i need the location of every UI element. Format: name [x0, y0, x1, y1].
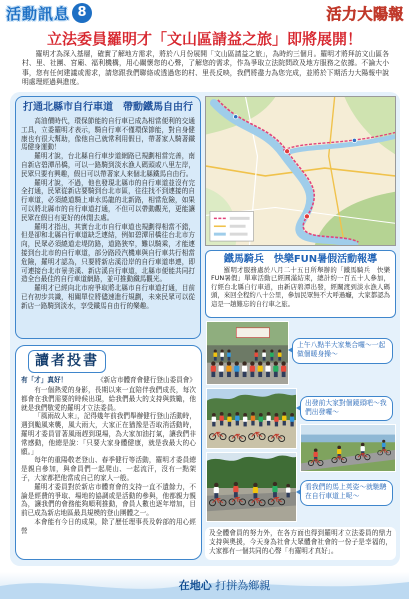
- photo-group-before-start: [206, 388, 297, 449]
- letter-paragraph: 羅明才委員對於新店市體育會的支持一直不遺餘力，不論是經費的爭取、場地的協調或是活動的參與，他都親力親為，讓我們的會務能夠順利推動，會員人數也逐年增加，目前已成為新店地區最具規模的登山團體之一。: [21, 482, 196, 518]
- bike-lane-article-body: [21, 117, 195, 311]
- event-report-title: 鐵馬騎兵 快樂FUN暑假活動報導: [223, 254, 378, 265]
- page-number: 8: [72, 3, 92, 23]
- intro-paragraph: 羅明才為深入基層，確實了解地方需求，將於八月份展開「文山區請益之旅」，為時約三個月。羅明才將拜訪文山區各村、里、社團、宮廟、福利機構，用心關懷您的心聲，了解您的需求，作為爭取立法院問政及地方服務之依據。不論大小事，您有任何建議或需求，請您跟我們聯絡或透過您的村、里長反映，我們將盡力為您完成，並將於下期活力大陽報中說明處理經過與進度。: [22, 50, 389, 87]
- reader-letter-title: 讀者投書: [28, 350, 106, 373]
- photo-caption: 看我們的馬上英姿～就馳騁在自行車道上呢～: [300, 480, 393, 506]
- newsletter-logo: 活力大陽報: [326, 5, 404, 23]
- footer-slogan-main: 在地心: [178, 579, 212, 592]
- article-paragraph: 羅明才已經向北市府爭取將北縣市自行車道打通，目前已有初步共識，相關單位將儘速進行規劃，未來民眾可以從新店一路騎到淡水，享受鐵馬自由行的樂趣。: [21, 284, 195, 310]
- reader-letter-heading: 有「才」真好！: [21, 376, 68, 384]
- section-title: 活動訊息: [6, 5, 71, 23]
- footer-slogan: [0, 578, 409, 594]
- photo-caption: 上午八點半大家集合囉～一起做個暖身操～: [292, 338, 393, 364]
- reader-letter-body: [21, 386, 196, 536]
- photo-caption: 出發前大家對個鏡頭吧～我們出發囉～: [300, 396, 393, 421]
- event-report-body: 羅明才服務處於八月二十五日所舉辦的「鐵馬騎兵 快樂FUN暑假」單車活動已經圓滿結束，總計約一百五十人參加，行經台北縣自行車道，由新店碧潭出發，經關渡到淡水漁人碼頭，來回全程約八十公里，參加民眾無不大呼過癮，大家都認為這是一趟難忘的自行車之旅。: [211, 266, 390, 308]
- map-legend: [210, 211, 254, 241]
- article-paragraph: 高油價時代，環保節能的自行車已成為相當便利的交通工具，立委羅明才表示，騎自行車不僅環保節能，對自身健康也有很大幫助，像他自己就常利用假日，帶著家人騎著鐵馬健身運動！: [21, 117, 195, 152]
- photo-riders-on-path: [300, 424, 396, 472]
- photo-morning-gathering: [206, 321, 289, 385]
- article-paragraph: 羅明才說，不過，他也發現北縣市的自行車道並沒有完全打通，民眾從新店要騎到台北市區，往往找不到連接的自行車道，必須繞道騎上車水馬龍的北新路，相當危險，如果可以將北縣市的自行車道打通，不但可以帶動觀光，更能讓民眾在假日有更好的休閒去處。: [21, 178, 195, 222]
- letter-paragraph: 每年的重陽敬老登山、春季健行等活動，羅明才委員總是親自參加，與會員們一起爬山、一起流汗，沒有一點架子，大家都把他當成自己的家人一般。: [21, 456, 196, 482]
- event-report: [205, 250, 396, 318]
- reader-letter-author: 《新店市體育會健行登山委員會》: [97, 376, 196, 384]
- bike-lane-article: [15, 96, 201, 339]
- reader-letter: [15, 345, 202, 560]
- reader-letter-heading-row: [21, 376, 196, 385]
- footer-slogan-sub: 打拼為鄉親: [215, 579, 271, 592]
- letter-paragraph: 本會能有今日的成果，除了歷任理事長及幹部的用心經營: [21, 517, 196, 535]
- article-paragraph: 羅明才說，台北縣自行車步道網路已規劃相當完善，南自新店碧潭吊橋，可以一路騎到淡水漁人碼頭或八里左岸，民眾只要有興趣，假日可以帶著家人來個北縣鐵馬自由行。: [21, 152, 195, 178]
- letter-paragraph: 「風雨故人來」，記得幾年前我們舉辦健行登山活動時，遇到颱風來襲，風大雨大，大家正在猶豫是否取消活動時，羅明才委員冒著風雨趕到現場，為大家加油打氣，讓我們非常感動，他總是說：「只要大家身體健康，就是我最大的心願。」: [21, 412, 196, 456]
- photo-cycling-group: [206, 452, 297, 522]
- reader-letter-continuation: 及全體會員的努力外，在各方面也得到羅明才立法委員的鼎力支持與奧援，今天身為社會大眾體會社會的一份子是幸福的，大家都有一個共同的心聲「有羅明才真好」。: [205, 527, 396, 560]
- bike-route-map: [205, 96, 396, 246]
- article-paragraph: 羅明才指出，其實台北市自行車道也規劃得相當不錯，但是卻和北縣自行車道缺乏連結，例如碧潭吊橋往台北市方向，民眾必須繞道走堤防路，道路狹窄，難以騎乘，才能連接到台北市的自行車道，部分路段汽機車與自行車共行相當危險，羅明才認為，只要將新店溪沿岸的自行車道串連，即可連接台北市景美溪、新店溪自行車道，北縣市便能共同打造全台最佳的自行車道網路，並可推動鐵馬觀光。: [21, 222, 195, 284]
- page-headline: 立法委員羅明才「文山區請益之旅」即將展開！: [46, 30, 362, 48]
- bike-lane-article-title: 打通北縣市自行車道 帶動鐵馬自由行: [23, 102, 193, 113]
- letter-paragraph: 有一個熱愛的身影，長期以來一直陪伴我們成長，每次都會在我們需要的時候出現，給我們最大的支持與鼓勵，他就是我們敬愛的羅明才立法委員。: [21, 386, 196, 412]
